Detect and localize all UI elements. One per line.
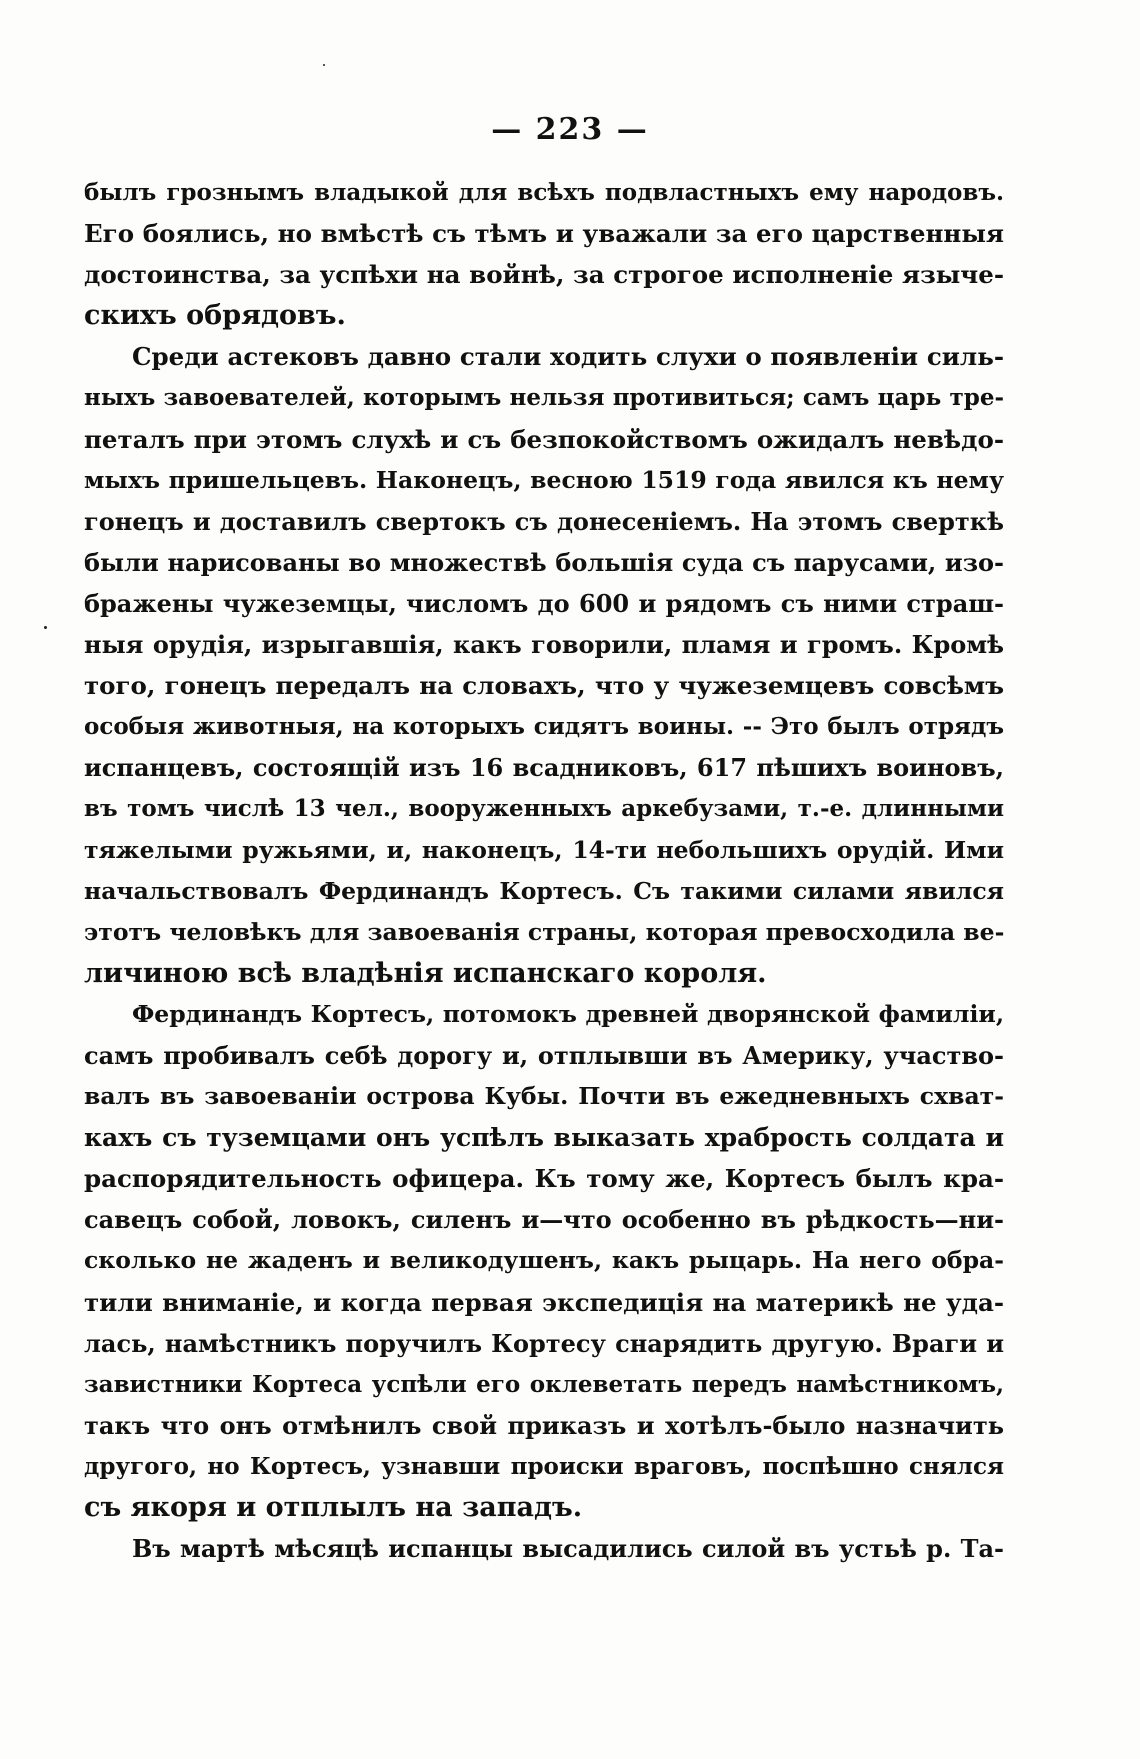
text-line: петалъ при этомъ слухѣ и съ безпокойствомъ ожидалъ невѣдо- [84, 424, 1004, 454]
text-line: особыя животныя, на которыхъ сидятъ воины. -- Это былъ отрядъ [84, 713, 1004, 741]
text-line: другого, но Кортесъ, узнавши происки враговъ, поспѣшно снялся [84, 1452, 1004, 1480]
text-line: валъ въ завоеваніи острова Кубы. Почти въ ежедневныхъ схват- [84, 1082, 1004, 1111]
text-line: Его боялись, но вмѣстѣ съ тѣмъ и уважали за его царственныя [84, 219, 1004, 249]
paper-speck [323, 64, 325, 66]
text-line: начальствовалъ Фердинандъ Кортесъ. Съ такими силами явился [84, 876, 1004, 905]
page-number: — 223 — [491, 112, 649, 147]
text-line: съ якоря и отплылъ на западъ. [84, 1492, 583, 1523]
text-line: тили вниманіе, и когда первая экспедиція на материкѣ не уда- [84, 1287, 1004, 1317]
text-line: того, гонецъ передалъ на словахъ, что у чужеземцевъ совсѣмъ [84, 671, 1004, 701]
text-line: кахъ съ туземцами онъ успѣлъ выказать храбрость солдата и [84, 1123, 1004, 1153]
text-line: былъ грознымъ владыкой для всѣхъ подвластныхъ ему народовъ. [84, 179, 1004, 206]
text-line: самъ пробивалъ себѣ дорогу и, отплывши въ Америку, участво- [84, 1040, 1004, 1070]
text-line: мыхъ пришельцевъ. Наконецъ, весною 1519 года явился къ нему [84, 465, 1004, 494]
text-line: тяжелыми ружьями, и, наконецъ, 14-ти небольшихъ орудій. Ими [84, 835, 1004, 864]
body-text [84, 172, 1004, 1569]
paragraph-first-line: Фердинандъ Кортесъ, потомокъ древней дворянской фамиліи, [132, 999, 1004, 1028]
text-line: были нарисованы во множествѣ большія суда съ парусами, изо- [84, 547, 1004, 577]
text-line: въ томъ числѣ 13 чел., вооруженныхъ аркебузами, т.-е. длинными [84, 795, 1004, 823]
paragraph-first-line: Въ мартѣ мѣсяцѣ испанцы высадились силой въ устьѣ р. Та- [132, 1534, 1004, 1564]
text-line: сколько не жаденъ и великодушенъ, какъ рыцарь. На него обра- [84, 1246, 1004, 1275]
text-line: испанцевъ, состоящій изъ 16 всадниковъ, 617 пѣшихъ воиновъ, [84, 753, 1004, 783]
paper-speck [44, 626, 47, 629]
text-line: лась, намѣстникъ поручилъ Кортесу снарядить другую. Враги и [84, 1328, 1004, 1358]
text-line: ныхъ завоевателей, которымъ нельзя противиться; самъ царь тре- [84, 384, 1004, 412]
text-line: такъ что онъ отмѣнилъ свой приказъ и хотѣлъ-было назначить [84, 1410, 1004, 1440]
text-line: гонецъ и доставилъ свертокъ съ донесеніемъ. На этомъ сверткѣ [84, 506, 1004, 536]
text-line: этотъ человѣкъ для завоеванія страны, которая превосходила ве- [84, 917, 1004, 946]
text-line: савецъ собой, ловокъ, силенъ и—что особенно въ рѣдкость—ни- [84, 1205, 1004, 1235]
text-line: завистники Кортеса успѣли его оклеветать передъ намѣстникомъ, [84, 1370, 1004, 1398]
text-line: бражены чужеземцы, числомъ до 600 и рядомъ съ ними страш- [84, 588, 1004, 618]
text-line: скихъ обрядовъ. [84, 300, 346, 332]
text-line: ныя орудія, изрыгавшія, какъ говорили, пламя и громъ. Кромѣ [84, 630, 1004, 660]
paragraph-first-line: Среди астековъ давно стали ходить слухи о появленіи силь- [132, 342, 1004, 372]
text-line: распорядительность офицера. Къ тому же, Кортесъ былъ кра- [84, 1164, 1004, 1194]
text-line: достоинства, за успѣхи на войнѣ, за строгое исполненіе языче- [84, 260, 1004, 290]
text-line: личиною всѣ владѣнія испанскаго короля. [84, 957, 767, 989]
